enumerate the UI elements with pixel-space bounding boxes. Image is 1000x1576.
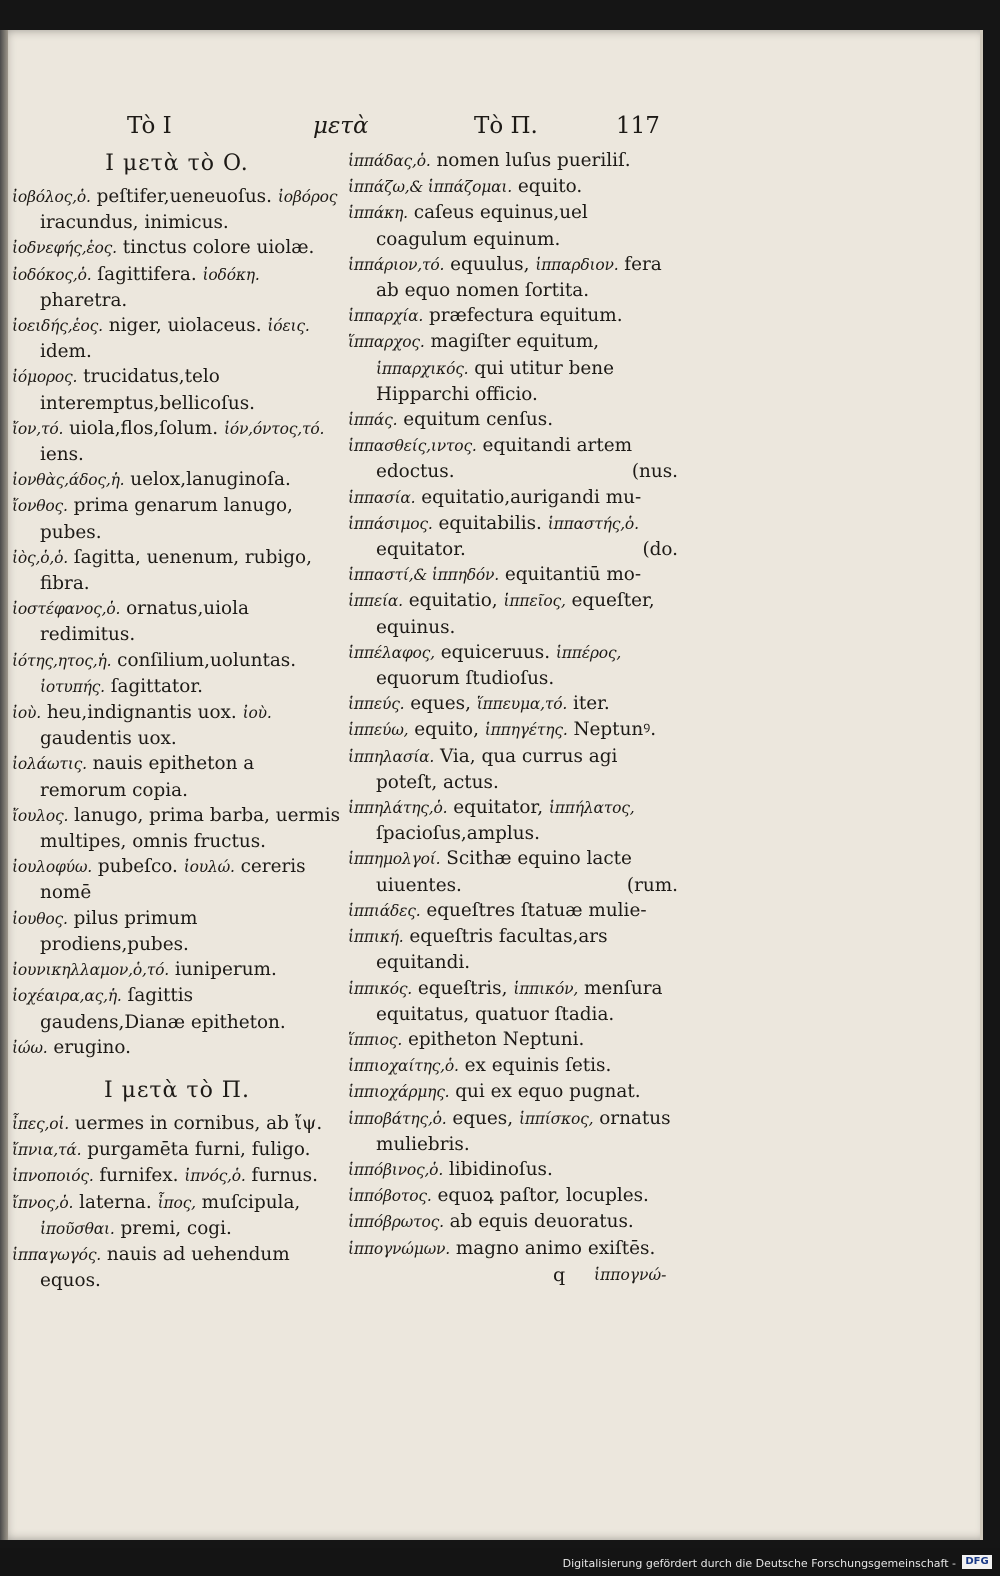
dictionary-entry (12, 313, 342, 364)
dictionary-entry (12, 648, 342, 700)
latin-gloss: equeſtres ſtatuæ mulie- (426, 899, 647, 921)
dictionary-entry (12, 1242, 342, 1293)
dictionary-entry (12, 596, 342, 647)
latin-gloss: epitheton Neptuni. (407, 1028, 585, 1050)
dictionary-entry (348, 1053, 678, 1079)
greek-headword: ἴουλος. (12, 806, 69, 825)
line-overflow: (nus. (631, 461, 678, 483)
dictionary-entry (348, 1157, 678, 1183)
greek-headword: ἱππασία. (348, 488, 416, 507)
dictionary-entry (348, 174, 678, 200)
dictionary-entry (12, 983, 342, 1034)
latin-gloss: ab equis deuoratus. (449, 1211, 634, 1233)
dictionary-entry (12, 854, 342, 905)
greek-headword: ἱππήλατος, (548, 799, 635, 818)
latin-gloss: furnus. (251, 1165, 318, 1187)
greek-headword: ἱππασθείς,ιντος. (348, 437, 477, 456)
greek-headword: ἱππαρδιον. (535, 255, 619, 274)
greek-headword: ἴονθος. (12, 497, 68, 516)
latin-gloss: laterna. (79, 1191, 152, 1213)
latin-gloss: præfectura equitum. (428, 305, 623, 327)
greek-headword: ἰοβόρος (277, 188, 338, 206)
dfg-logo: DFG (962, 1555, 992, 1569)
greek-headword: ἵππιος. (348, 1030, 403, 1049)
greek-headword: ἱππάς. (348, 411, 398, 430)
dictionary-entry (348, 588, 678, 639)
greek-headword: ἵππαρχος. (348, 333, 425, 352)
greek-headword: ἱππικός. (348, 979, 413, 998)
greek-headword: ἰοβόλος,ὁ. (12, 188, 91, 206)
greek-headword: ἰώω. (12, 1038, 48, 1057)
dictionary-entry (348, 898, 678, 924)
latin-gloss: nauis epitheton a remorum copia. (40, 753, 255, 801)
latin-gloss: iens. (40, 444, 84, 466)
greek-headword: ἱππημολγοί. (348, 850, 441, 869)
footer-credit: Digitalisierung gefördert durch die Deutsche Forschungsgemeinschaft - (562, 1557, 956, 1570)
latin-gloss: ſagitta, uenenum, rubigo, fibra. (40, 546, 312, 595)
dictionary-entry (348, 717, 678, 743)
greek-headword: ἰοὺ. (12, 704, 41, 723)
latin-gloss: Neptunꝰ. (573, 719, 657, 741)
latin-gloss: conſilium,uoluntas. (117, 649, 297, 671)
latin-gloss: pharetra. (40, 289, 128, 311)
latin-gloss: lanugo, prima barba, uermis multipes, omnis fructus. (40, 804, 341, 853)
greek-headword: ἰοδνεφής,ἑος. (12, 239, 117, 258)
greek-headword: ἰουλοφύω. (12, 858, 93, 877)
dictionary-entry (12, 1163, 342, 1189)
right-column (348, 148, 678, 1288)
dictionary-entry (348, 252, 678, 303)
latin-gloss: equito, (414, 719, 479, 741)
latin-gloss: equitator, (453, 797, 544, 819)
latin-gloss: heu,indignantis uox. (46, 702, 237, 724)
dictionary-entry (348, 1183, 678, 1209)
dictionary-entry (348, 329, 678, 407)
greek-headword: ἱππαστί,& ἱππηδόν. (348, 566, 499, 585)
dictionary-entry (348, 691, 678, 717)
latin-gloss: equito. (517, 176, 583, 198)
latin-gloss: equitandi artem edoctus. (376, 435, 633, 483)
latin-gloss: idem. (40, 341, 92, 363)
dictionary-entry (12, 467, 342, 493)
signature-line (348, 1262, 678, 1288)
dictionary-entry (12, 957, 342, 983)
running-head-center: μετὰ (313, 113, 369, 139)
latin-gloss: tinctus colore uiolæ. (122, 237, 315, 259)
latin-gloss: premi, cogi. (120, 1217, 232, 1239)
dictionary-entry (12, 1190, 342, 1242)
latin-gloss: muſcipula, (201, 1191, 301, 1213)
greek-headword: ἰολάωτις. (12, 755, 87, 774)
greek-headword: ἱππηλασία. (348, 747, 435, 766)
greek-headword: ἰοδόκος,ὁ. (12, 265, 92, 284)
dictionary-entry (12, 235, 342, 261)
greek-headword: ἱππόβινος,ὁ. (348, 1160, 444, 1179)
dictionary-entry (348, 407, 678, 433)
greek-headword: ἵππευμα,τό. (476, 695, 568, 714)
left-column (12, 148, 342, 1293)
greek-headword: ἰὸς,ὁ,ὁ. (12, 548, 68, 567)
greek-headword: ἱππιοχαίτης,ὁ. (348, 1057, 459, 1076)
greek-headword: ἴπνος,ὁ. (12, 1193, 74, 1212)
digitization-footer (0, 1548, 1000, 1576)
greek-headword: ἰόμορος. (12, 368, 78, 387)
latin-gloss: equitatio, (408, 590, 498, 612)
greek-headword: ἱππική. (348, 928, 404, 947)
greek-headword: ἰοστέφανος,ὁ. (12, 600, 121, 619)
greek-headword: ἰοχέαιρα,ας,ἡ. (12, 987, 122, 1006)
latin-gloss: prima genarum lanugo, pubes. (40, 495, 293, 543)
latin-gloss: nomen luſus pueriliſ. (436, 150, 631, 171)
greek-headword: ἰπνοποιός. (12, 1167, 94, 1186)
latin-gloss: ſpacioſus,amplus. (376, 823, 540, 845)
latin-gloss: Via, qua currus agi poteſt, actus. (376, 745, 618, 793)
greek-headword: ἱππαρχία. (348, 307, 424, 326)
greek-headword: ἰουνικηλλαμον,ὁ,τό. (12, 961, 169, 980)
latin-gloss: equitatio,aurigandi mu- (421, 486, 642, 508)
greek-headword: ἱππογνώμων. (348, 1239, 450, 1258)
dictionary-entry (348, 485, 678, 511)
latin-gloss: gaudentis uox. (40, 728, 177, 750)
dictionary-entry (348, 976, 678, 1027)
greek-headword: ἱππάδας,ὁ. (348, 152, 431, 170)
latin-gloss: qui ex equo pugnat. (455, 1081, 641, 1103)
dictionary-entry (12, 906, 342, 957)
entry-list-hipp (348, 148, 678, 1262)
page-gutter (0, 30, 8, 1540)
running-head (0, 113, 980, 143)
dictionary-entry (348, 562, 678, 588)
greek-headword: ἱππέλαφος, (348, 643, 435, 662)
dictionary-entry (12, 545, 342, 596)
latin-gloss: menſura equitatus, quatuor ſtadia. (376, 977, 663, 1025)
latin-gloss: ſagittator. (110, 675, 203, 697)
greek-headword: ἱππηλάτης,ὁ. (348, 799, 448, 818)
running-head-right: Τὸ Π. (474, 113, 538, 139)
greek-headword: ἱππιοχάρμης. (348, 1083, 450, 1102)
greek-headword: ἱππεύω, (348, 721, 409, 740)
dictionary-entry (348, 148, 678, 174)
latin-gloss: peſtifer,ueneuoſus. (96, 186, 272, 207)
greek-headword: ἱππάριον,τό. (348, 255, 445, 274)
dictionary-entry (12, 416, 342, 467)
dictionary-entry (348, 303, 678, 329)
latin-gloss: magno animo exiſtēs. (455, 1237, 656, 1259)
greek-headword: ἰουλώ. (183, 858, 235, 877)
catchword: ἱππογνώ- (594, 1265, 667, 1284)
greek-headword: ἰποῦσθαι. (40, 1219, 115, 1238)
dictionary-entry (348, 744, 678, 795)
latin-gloss: purgamēta furni, fuligo. (87, 1139, 311, 1161)
section-head-ip: I μετὰ τὸ Π. (104, 1077, 250, 1103)
page-number: 117 (616, 113, 660, 139)
greek-headword: ἱππόβοτος. (348, 1187, 432, 1206)
greek-headword: ἱππηγέτης. (484, 721, 568, 740)
dictionary-entry (348, 200, 678, 251)
latin-gloss: furnifex. (99, 1165, 179, 1187)
greek-headword: ἱππεία. (348, 592, 403, 611)
latin-gloss: iracundus, inimicus. (40, 212, 229, 234)
latin-gloss: equoꝝ paſtor, locuples. (437, 1185, 649, 1207)
latin-gloss: eques, (410, 693, 471, 715)
latin-gloss: uelox,lanuginoſa. (130, 469, 291, 491)
dictionary-entry (348, 640, 678, 691)
latin-gloss: niger, uiolaceus. (108, 315, 262, 337)
dictionary-entry (348, 846, 678, 897)
greek-headword: ἰοδόκη. (202, 265, 260, 284)
dictionary-entry (12, 184, 342, 235)
greek-headword: ἶπες,οἱ. (12, 1114, 69, 1133)
latin-gloss: equeſtris facultas,ars equitandi. (376, 926, 608, 974)
latin-gloss: uiola,flos,ſolum. (69, 417, 219, 439)
running-head-left: Tò I (127, 113, 172, 139)
greek-headword: ἱππιάδες. (348, 901, 421, 920)
latin-gloss: equeſter, equinus. (376, 590, 655, 638)
latin-gloss: qui utitur bene Hipparchi officio. (376, 357, 614, 405)
latin-gloss: trucidatus,telo interemptus,bellicoſus. (40, 366, 256, 414)
latin-gloss: equulus, (450, 253, 530, 275)
greek-headword: ἱππάκη. (348, 204, 408, 223)
latin-gloss: equitum cenſus. (403, 409, 554, 431)
latin-gloss: libidinoſus. (448, 1158, 553, 1180)
dictionary-entry (12, 1111, 342, 1137)
greek-headword: ἱππάσιμος. (348, 514, 433, 533)
dictionary-entry (12, 700, 342, 751)
signature-mark: q (553, 1263, 566, 1286)
dictionary-entry (12, 364, 342, 415)
latin-gloss: ex equinis ſetis. (464, 1055, 612, 1077)
dictionary-entry (12, 493, 342, 544)
greek-headword: ἰόν,όντος,τό. (223, 419, 325, 438)
latin-gloss: fera ab equo nomen ſortita. (376, 253, 662, 302)
greek-headword: ἱππαγωγός. (12, 1245, 102, 1264)
latin-gloss: eques, (452, 1107, 514, 1129)
latin-gloss: erugino. (53, 1036, 131, 1058)
greek-headword: ἱππόβρωτος. (348, 1213, 444, 1232)
latin-gloss: Scithæ equino lacte uiuentes. (376, 848, 632, 896)
greek-headword: ἱππίσκος, (518, 1109, 594, 1128)
latin-gloss: equitantiū mo- (504, 564, 642, 586)
greek-headword: ἱππικόν, (513, 979, 579, 998)
greek-headword: ἶπος, (157, 1193, 196, 1212)
greek-headword: ἱππεύς. (348, 695, 405, 714)
latin-gloss: nauis ad uehendum equos. (40, 1243, 290, 1292)
line-overflow: (rum. (626, 874, 678, 896)
latin-gloss: pubeſco. (97, 856, 178, 878)
dictionary-entry (348, 1027, 678, 1053)
latin-gloss: magiſter equitum, (430, 331, 600, 353)
latin-gloss: ſagittis gaudens,Dianæ epitheton. (40, 985, 286, 1033)
dictionary-entry (348, 1209, 678, 1235)
greek-headword: ἰουθος. (12, 909, 68, 928)
dictionary-entry (12, 1035, 342, 1061)
greek-headword: ἰοειδής,ἑος. (12, 317, 103, 336)
latin-gloss: iuniperum. (174, 959, 277, 981)
section-head-io: I μετὰ τὸ O. (105, 151, 249, 176)
greek-headword: ἱππαρχικός. (376, 359, 469, 378)
dictionary-entry (348, 1236, 678, 1262)
dictionary-entry (12, 1137, 342, 1163)
greek-headword: ἱπποβάτης,ὁ. (348, 1109, 447, 1128)
dictionary-entry (348, 924, 678, 975)
dictionary-entry (12, 803, 342, 854)
dictionary-entry (12, 751, 342, 802)
dictionary-entry (348, 1079, 678, 1105)
greek-headword: ἱππέρος, (555, 643, 622, 662)
latin-gloss: ſagittifera. (97, 263, 197, 285)
greek-headword: ἰότης,ητος,ἡ. (12, 651, 112, 670)
latin-gloss: caſeus equinus,uel coagulum equinum. (376, 202, 588, 250)
greek-headword: ἰοὺ. (242, 704, 272, 723)
latin-gloss: iter. (572, 693, 610, 715)
greek-headword: ἴον,τό. (12, 419, 64, 438)
greek-headword: ἱππάζω,& ἱππάζομαι. (348, 178, 513, 197)
latin-gloss: pilus primum prodiens,pubes. (40, 907, 198, 955)
latin-gloss: equitator. (376, 539, 466, 561)
greek-headword: ἱππεῖος, (503, 592, 566, 611)
latin-gloss: equiceruus. (440, 641, 551, 663)
dictionary-entry (348, 433, 678, 484)
latin-gloss: ornatus,uiola redimitus. (40, 598, 249, 646)
entry-list-ip (12, 1111, 342, 1293)
latin-gloss: ornatus muliebris. (376, 1107, 671, 1155)
dictionary-entry (348, 511, 678, 562)
greek-headword: ἰόεις. (267, 317, 310, 336)
dictionary-entry (348, 795, 678, 846)
greek-headword: ἴπνια,τά. (12, 1141, 82, 1160)
latin-gloss: equitabilis. (438, 512, 542, 534)
latin-gloss: equeſtris, (417, 977, 508, 999)
latin-gloss: uermes in cornibus, ab ἴψ. (74, 1112, 323, 1134)
latin-gloss: cereris nomē (40, 856, 306, 904)
greek-headword: ἰοτυπής. (40, 677, 105, 696)
dictionary-entry (348, 1106, 678, 1157)
entry-list-io (12, 184, 342, 1061)
greek-headword: ἰονθὰς,άδος,ἡ. (12, 471, 125, 490)
dictionary-entry (12, 262, 342, 313)
line-overflow: (do. (642, 539, 678, 561)
greek-headword: ἰπνός,ὁ. (184, 1167, 246, 1186)
latin-gloss: equorum ſtudioſus. (376, 668, 555, 690)
greek-headword: ἱππαστής,ὁ. (547, 514, 639, 533)
